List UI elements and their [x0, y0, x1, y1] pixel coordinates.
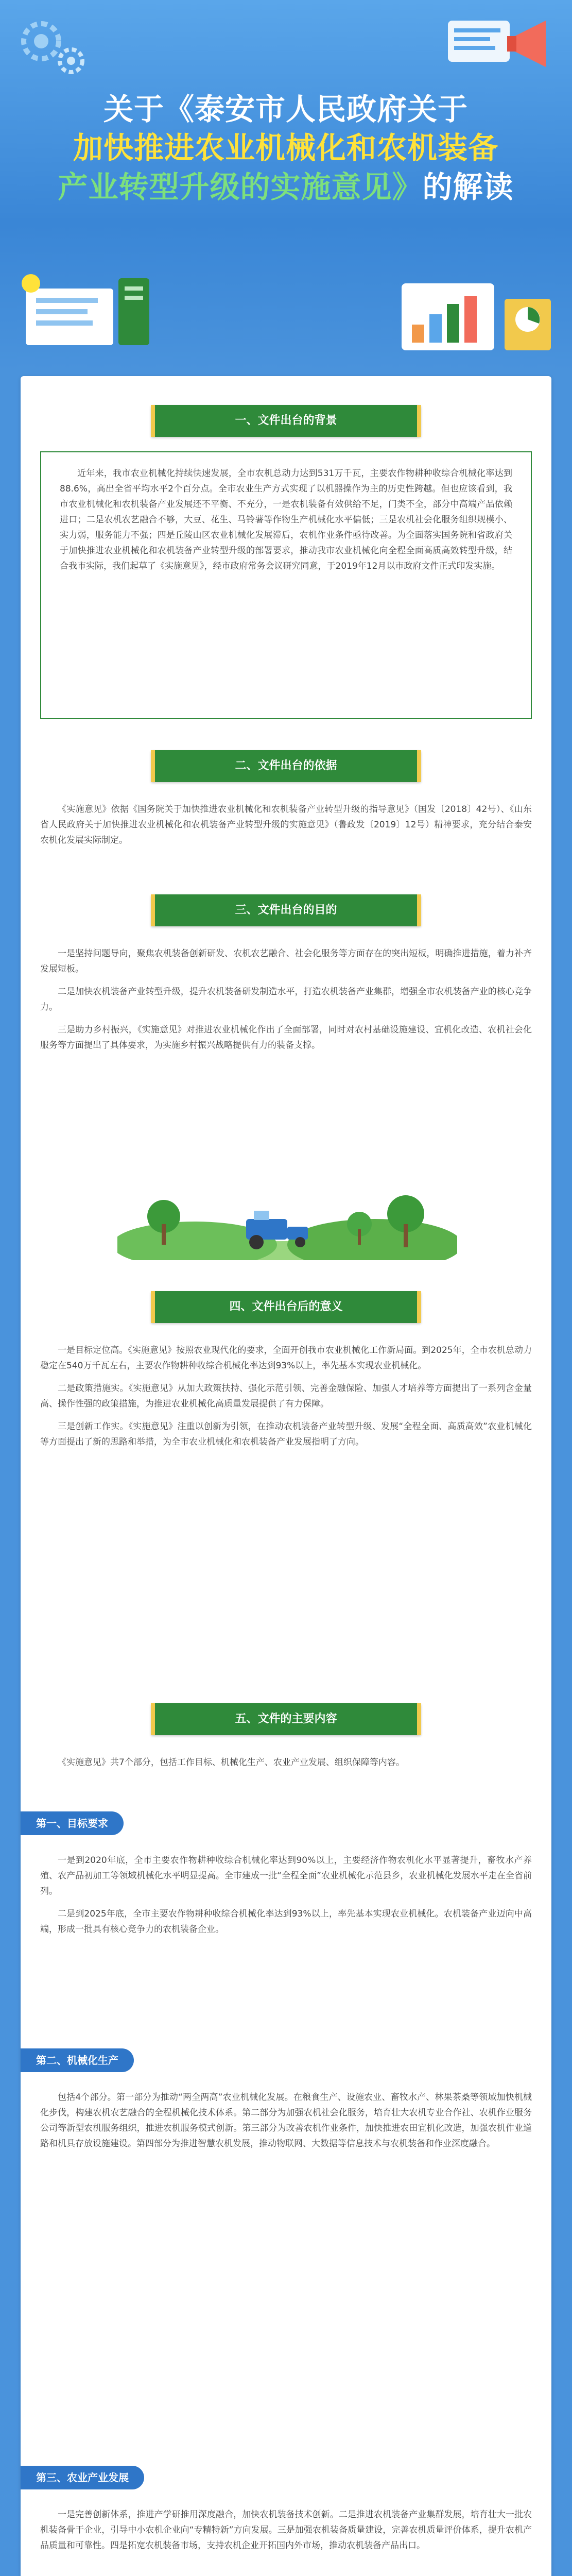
section-purpose-body [40, 946, 532, 1060]
subsection-tag-mechanized-production: 第二、机械化生产 [21, 2048, 134, 2072]
subsection-tag-targets: 第一、目标要求 [21, 1811, 124, 1835]
section-basis-body [40, 802, 532, 855]
title-line-1: 关于《泰安市人民政府关于 [103, 92, 468, 127]
subsection-targets-paragraph-1: 一是到2020年底，全市主要农作物耕种收综合机械化率达到90%以上，主要经济作物农机化水平显著提升，畜牧水产养殖、农产品初加工等领域机械化水平明显提高。全市建成一批“全程全面”农业机械化示范县乡，农业机械化发展水平走在全省前列。 [40, 1855, 532, 1896]
section-significance-body [40, 1343, 532, 1457]
subsection-industry-development-paragraph: 一是完善创新体系，推进产学研推用深度融合，加快农机装备技术创新。二是推进农机装备产业集群发展，培育壮大一批农机装备骨干企业，引导中小农机企业向“专精特新”方向发展。三是加强农机装备质量建设，完善农机质量评价体系，提升农机产品质量和可靠性。四是拓宽农机装备市场，支持农机企业开拓国内外市场，推动农机装备产品出口。 [40, 2510, 532, 2551]
section-background-box [40, 451, 532, 719]
chart-report-illustration-icon [391, 268, 561, 361]
section-purpose-paragraph-1: 一是坚持问题导向，聚焦农机装备创新研发、农机农艺融合、社会化服务等方面存在的突出短板，明确推进措施，着力补齐发展短板。 [40, 948, 532, 974]
section-main-content-intro [40, 1755, 532, 1777]
page-title [31, 90, 541, 207]
content-inner [36, 405, 532, 2576]
section-purpose-paragraph-3: 三是助力乡村振兴，《实施意见》对推进农业机械化作出了全面部署，同时对农村基础设施建设、宜机化改造、农机社会化服务等方面提出了具体要求，为实施乡村振兴战略提供有力的装备支撑。 [40, 1025, 532, 1050]
section-heading-background: 一、文件出台的背景 [151, 405, 421, 437]
gear-illustration-icon [15, 15, 93, 82]
section-background-paragraph: 近年来，我市农业机械化持续快速发展，全市农机总动力达到531万千瓦，主要农作物耕种收综合机械化率达到88.6%，高出全省平均水平2个百分点。全市农业生产方式实现了以机器操作为主的历史性跨越。但也应该看到，我市农业机械化和农机装备产业发展还不平衡、不充分，一是农机装备有效供给不足，门类不全，部分中高端产品依赖进口；二是农机农艺融合不够，大豆、花生、马铃薯等作物生产机械化水平偏低；三是农机社会化服务组织规模小、实力弱，服务能力不强；四是丘陵山区农业机械化发展滞后，农机作业条件亟待改善。为全面落实国务院和省政府关于加快推进农业机械化和农机装备产业转型升级的部署要求，推动我市农业机械化向全程全面高质高效转型升级，结合我市实际，我们起草了《实施意见》，经市政府常务会议研究同意，于2019年12月以市政府文件正式印发实施。 [60, 468, 512, 571]
subsection-mechanized-production-body [40, 2090, 532, 2159]
section-significance-paragraph-3: 三是创新工作实。《实施意见》注重以创新为引领，在推动农机装备产业转型升级、发展“全程全面、高质高效”农业机械化等方面提出了新的思路和举措，为全市农业机械化和农机装备产业发展指明了方向。 [40, 1421, 532, 1447]
section-heading-significance: 四、文件出台后的意义 [151, 1291, 421, 1323]
title-line-3-suffix: 的解读 [422, 169, 514, 205]
megaphone-hand-illustration-icon [443, 5, 561, 82]
section-heading-main-content: 五、文件的主要内容 [151, 1703, 421, 1735]
farm-landscape-illustration-icon [117, 1167, 457, 1260]
subsection-targets-body [40, 1853, 532, 1944]
title-line-3-highlight: 产业转型升级的实施意见》 [58, 169, 423, 205]
section-significance-paragraph-1: 一是目标定位高。《实施意见》按照农业现代化的要求，全面开创我市农业机械化工作新局面。到2025年，全市农机总动力稳定在540万千瓦左右，主要农作物耕种收综合机械化率达到93%以上，率先基本实现农业机械化。 [40, 1345, 532, 1371]
subsection-targets-paragraph-2: 二是到2025年底，全市主要农作物耕种收综合机械化率达到93%以上，率先基本实现农业机械化。农机装备产业迈向中高端，形成一批具有核心竞争力的农机装备企业。 [40, 1909, 532, 1935]
section-purpose-paragraph-2: 二是加快农机装备产业转型升级，提升农机装备研发制造水平，打造农机装备产业集群，增强全市农机装备产业的核心竞争力。 [40, 987, 532, 1012]
section-heading-purpose: 三、文件出台的目的 [151, 894, 421, 926]
subsection-industry-development-body [40, 2507, 532, 2561]
section-heading-basis: 二、文件出台的依据 [151, 750, 421, 782]
section-main-content-intro-paragraph: 《实施意见》共7个部分，包括工作目标、机械化生产、农业产业发展、组织保障等内容。 [58, 1757, 405, 1768]
section-basis-paragraph: 《实施意见》依据《国务院关于加快推进农业机械化和农机装备产业转型升级的指导意见》（国发〔2018〕42号）、《山东省人民政府关于加快推进农业机械化和农机装备产业转型升级的实施意见》（鲁政发〔2019〕12号）精神要求，充分结合泰安农机化发展实际制定。 [40, 804, 532, 845]
section-significance-paragraph-2: 二是政策措施实。《实施意见》从加大政策扶持、强化示范引领、完善金融保险、加强人才培养等方面提出了一系列含金量高、操作性强的政策措施，为推进农业机械化高质量发展提供了有力保障。 [40, 1383, 532, 1409]
subsection-tag-industry-development: 第三、农业产业发展 [21, 2466, 144, 2489]
subsection-mechanized-production-paragraph: 包括4个部分。第一部分为推动“两全两高”农业机械化发展。在粮食生产、设施农业、畜牧水产、林果茶桑等领域加快机械化步伐，构建农机农艺融合的全程机械化技术体系。第二部分为加强农机社会化服务，培育壮大农机专业合作社、农机作业服务公司等新型农机服务组织，推进农机服务模式创新。第三部分为改善农机作业条件，加快推进农田宜机化改造，加强农机作业道路和机具存放设施建设。第四部分为推进智慧农机发展，推动物联网、大数据等信息技术与农机装备和作业深度融合。 [40, 2092, 532, 2149]
header-banner [0, 0, 572, 371]
title-line-2: 加快推进农业机械化和农机装备 [73, 130, 498, 166]
content-card [21, 376, 551, 2576]
document-stack-illustration-icon [10, 268, 165, 355]
